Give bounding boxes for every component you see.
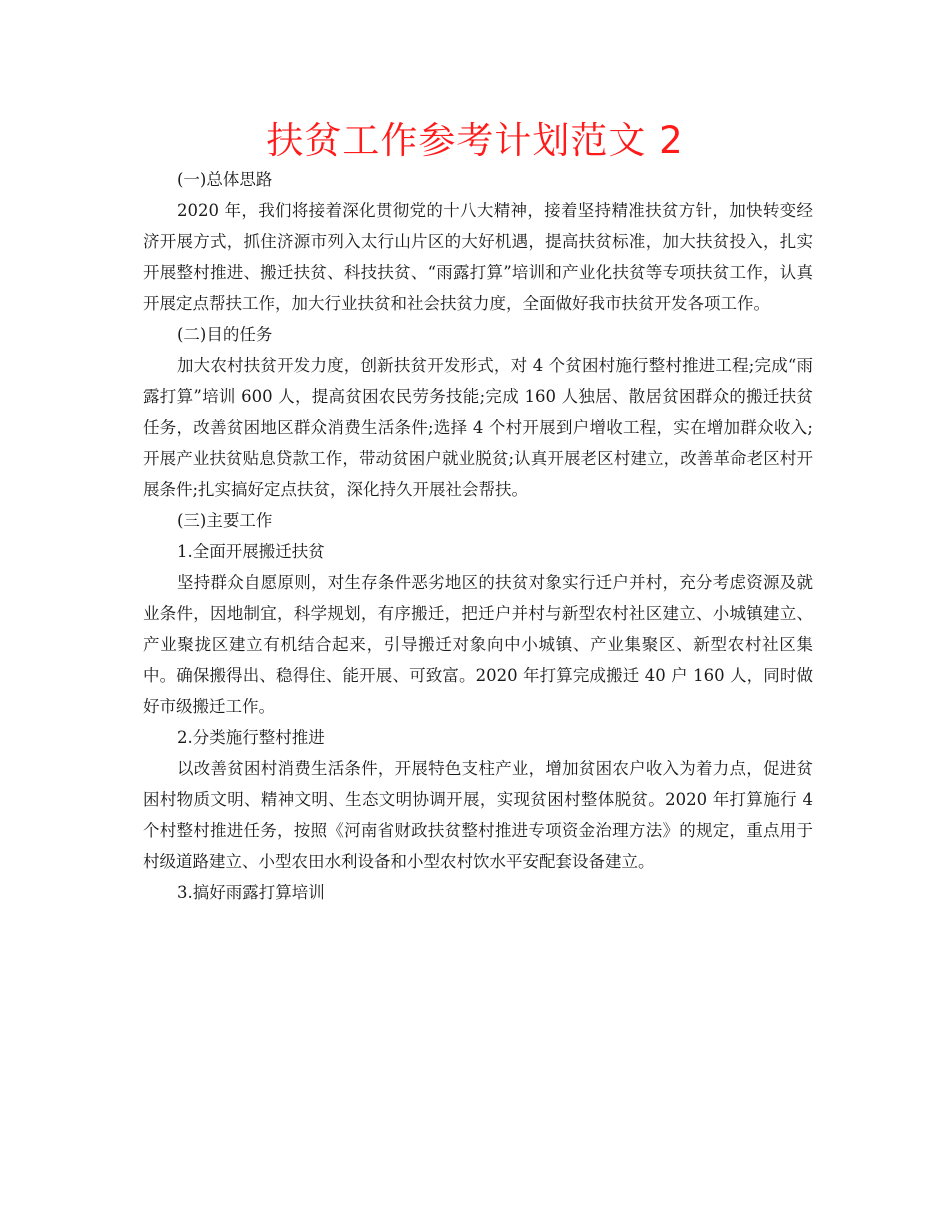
paragraph-relocation: 坚持群众自愿原则，对生存条件恶劣地区的扶贫对象实行迁户并村，充分考虑资源及就业条件，因地制宜，科学规划，有序搬迁，把迁户并村与新型农村社区建立、小城镇建立、产业聚拢区建立有机结合起来，引导搬迁对象向中小城镇、产业集聚区、新型农村社区集中。确保搬得出、稳得住、能开展、可致富。2020 年打算完成搬迁 40 户 160 人，同时做好市级搬迁工作。 [143,573,813,716]
paragraph-village-advancement: 以改善贫困村消费生活条件，开展特色支柱产业，增加贫困农户收入为着力点，促进贫困村物质文明、精神文明、生态文明协调开展，实现贫困村整体脱贫。2020 年打算施行 4 个村整村推进任务，按照《河南省财政扶贫整村推进专项资金治理方法》的规定，重点用于村级道路建立、小型农田水利设备和小型农村饮水平安配套设备建立。 [143,759,813,871]
paragraph-overall-approach: 2020 年，我们将接着深化贯彻党的十八大精神，接着坚持精准扶贫方针，加快转变经济开展方式，抓住济源市列入太行山片区的大好机遇，提高扶贫标准，加大扶贫投入，扎实开展整村推进、搬迁扶贫、科技扶贫、“雨露打算”培训和产业化扶贫等专项扶贫工作，认真开展定点帮扶工作，加大行业扶贫和社会扶贫力度，全面做好我市扶贫开发各项工作。 [143,201,813,313]
section-heading-main-work: (三)主要工作 [177,511,273,530]
subheading-village-advancement: 2.分类施行整村推进 [177,728,325,747]
document-body [143,164,813,908]
document-title: 扶贫工作参考计划范文 2 [266,119,684,162]
subheading-yulu-training: 3.搞好雨露打算培训 [177,883,325,902]
section-heading-objectives: (二)目的任务 [177,325,273,344]
section-heading-overall-approach: (一)总体思路 [177,170,273,189]
subheading-relocation: 1.全面开展搬迁扶贫 [177,542,325,561]
paragraph-objectives: 加大农村扶贫开发力度，创新扶贫开发形式，对 4 个贫困村施行整村推进工程;完成“雨露打算”培训 600 人，提高贫困农民劳务技能;完成 160 人独居、散居贫困群众的搬迁扶贫任务，改善贫困地区群众消费生活条件;选择 4 个村开展到户增收工程，实在增加群众收入;开展产业扶贫贴息贷款工作，带动贫困户就业脱贫;认真开展老区村建立，改善革命老区村开展条件;扎实搞好定点扶贫，深化持久开展社会帮扶。 [143,356,813,499]
